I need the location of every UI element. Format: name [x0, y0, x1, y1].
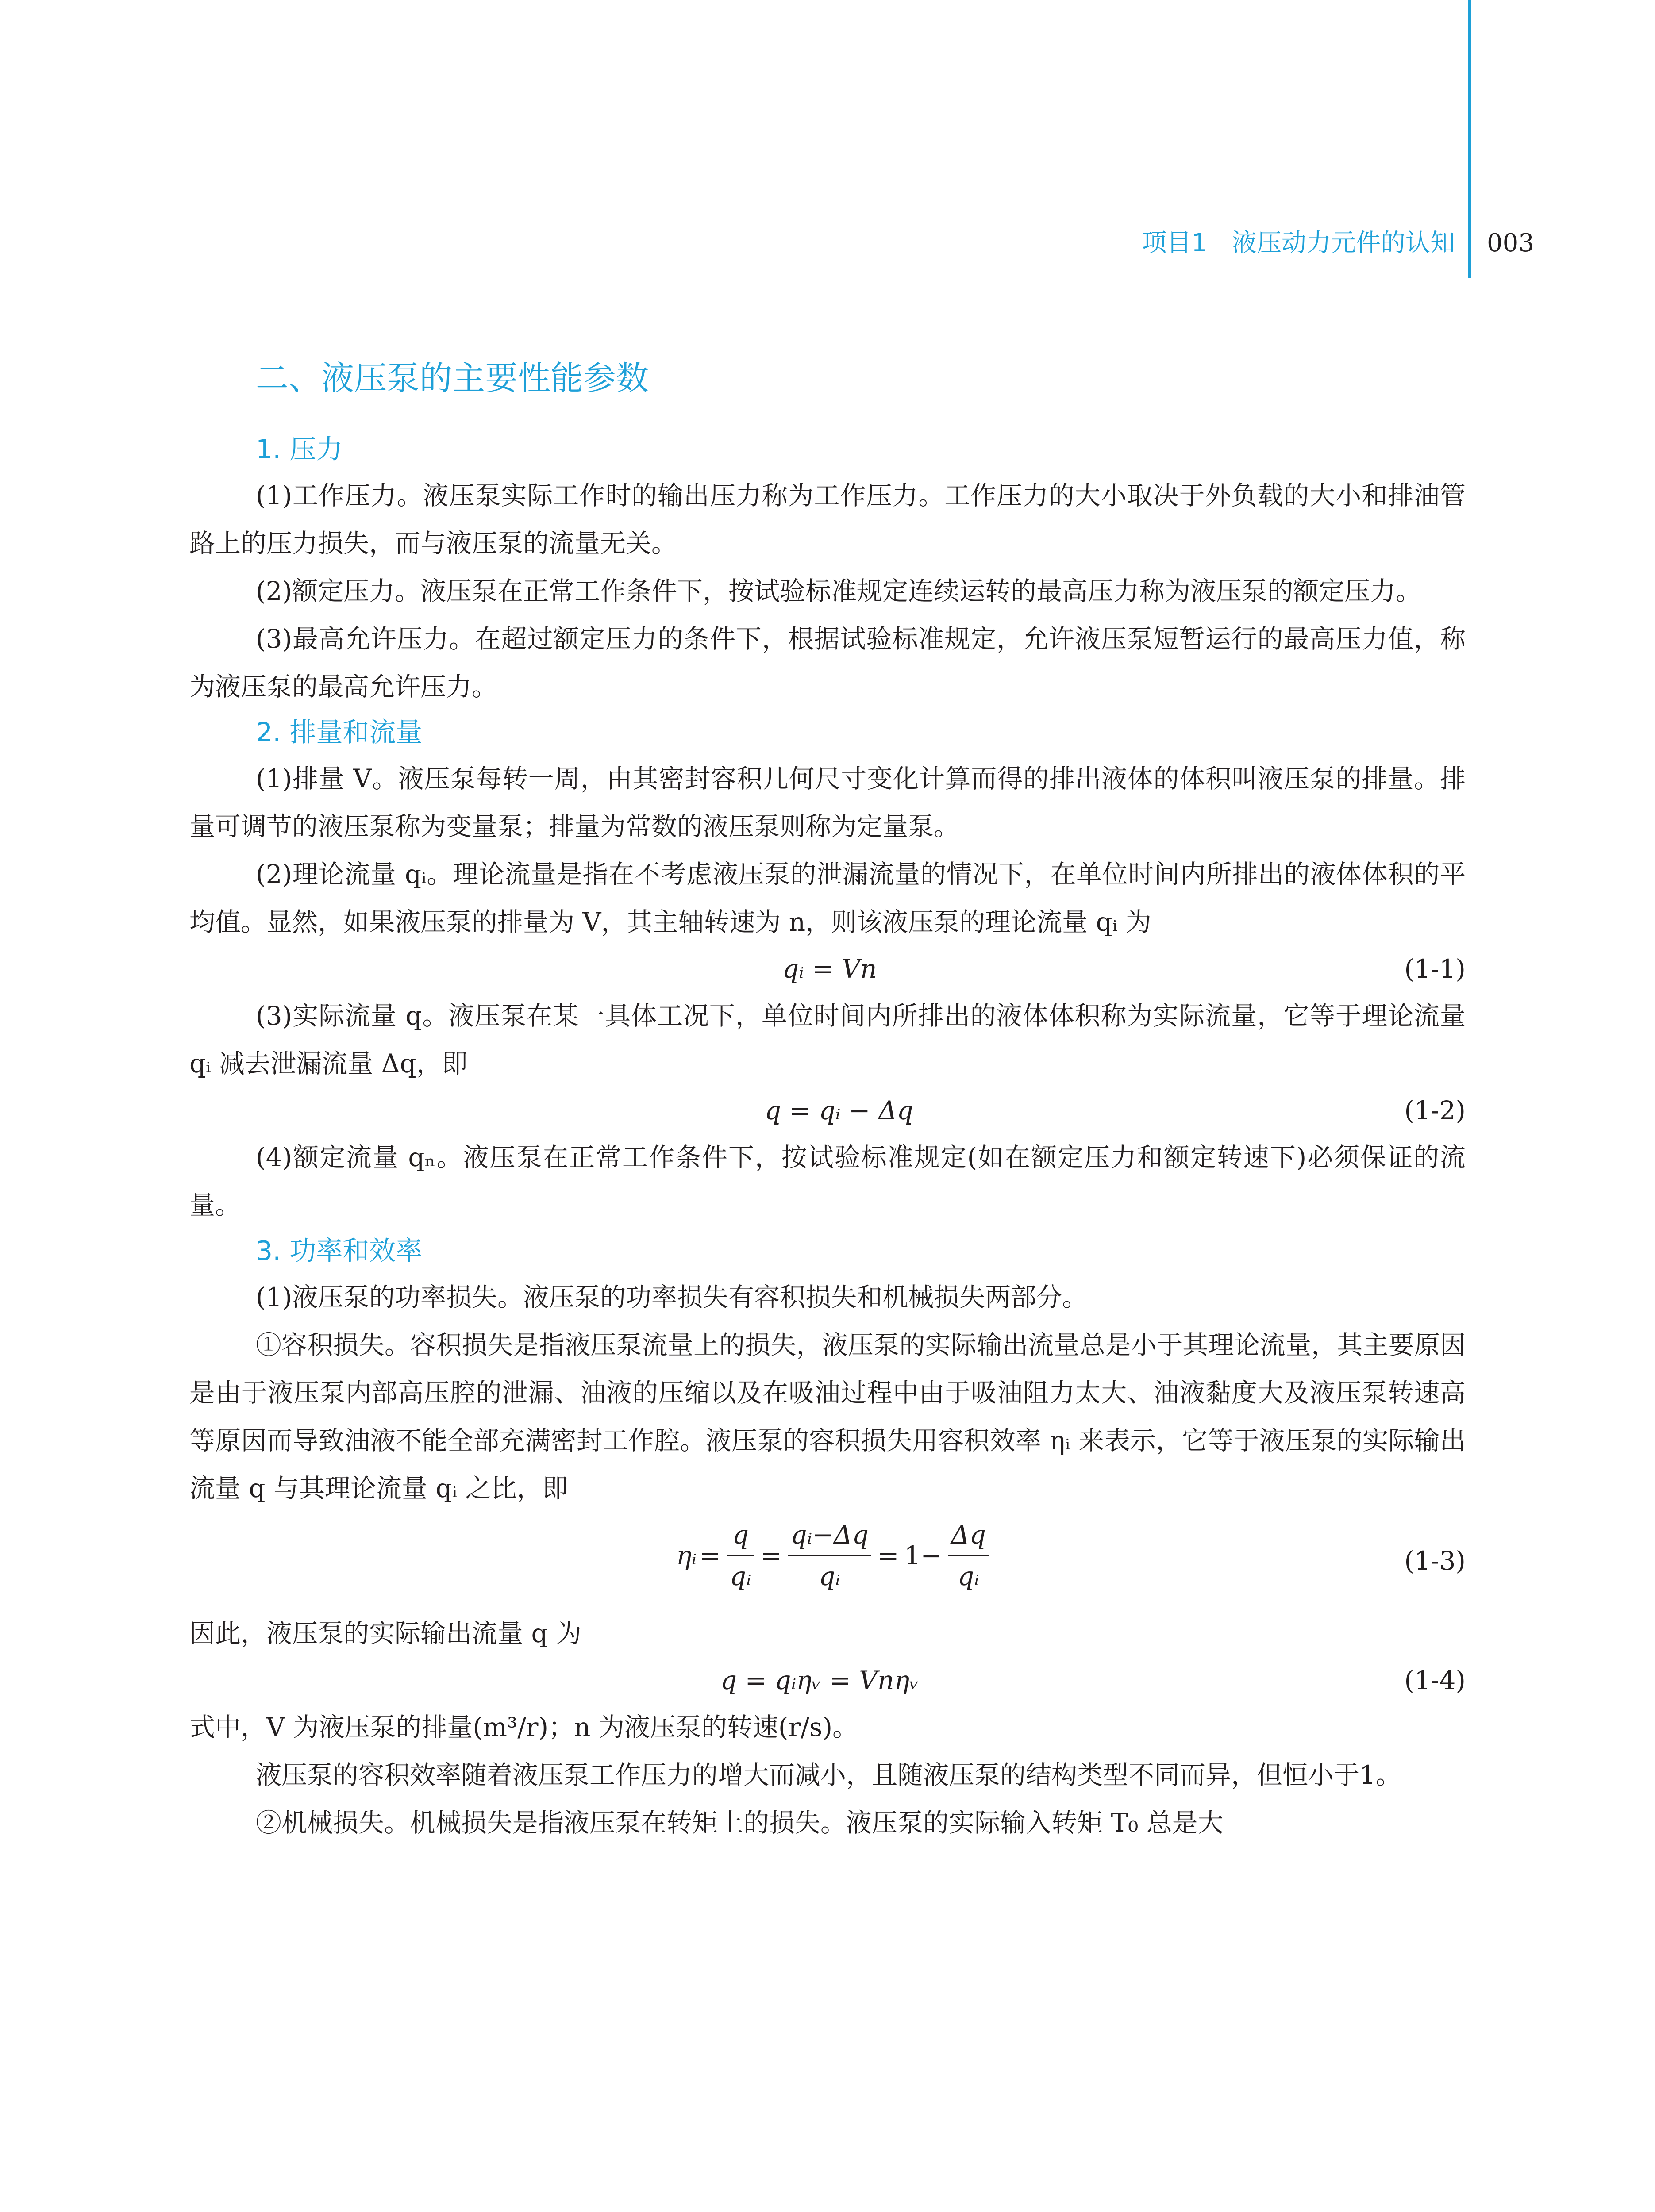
paragraph: (2)理论流量 qᵢ。理论流量是指在不考虑液压泵的泄漏流量的情况下，在单位时间内所排出的液体体积的平均值。显然，如果液压泵的排量为 V，其主轴转速为 n，则该液压泵的理论流量 qᵢ 为: [189, 859, 1466, 937]
denominator: qᵢ: [958, 1561, 979, 1591]
equation-number: (1-2): [1404, 1095, 1466, 1125]
paragraph: 液压泵的容积效率随着液压泵工作压力的增大而减小，且随液压泵的结构类型不同而异，但恒小于1。: [256, 1760, 1401, 1790]
section-heading: 二、液压泵的主要性能参数: [256, 359, 649, 397]
equation-formula: q = qᵢ − Δq: [765, 1095, 913, 1125]
equation-1-3: [189, 1512, 1466, 1609]
running-header-title: 项目1 液压动力元件的认知: [1142, 229, 1455, 257]
paragraph: ①容积损失。容积损失是指液压泵流量上的损失，液压泵的实际输出流量总是小于其理论流量，其主要原因是由于液压泵内部高压腔的泄漏、油液的压缩以及在吸油过程中由于吸油阻力太大、油液黏度大及液压泵转速高等原因而导致油液不能全部充满密封工作腔。液压泵的容积损失用容积效率 ηᵢ 来表示，它等于液压泵的实际输出流量 q 与其理论流量 qᵢ 之比，即: [189, 1330, 1466, 1503]
paragraph: (1)排量 V。液压泵每转一周，由其密封容积几何尺寸变化计算而得的排出液体的体积叫液压泵的排量。排量可调节的液压泵称为变量泵；排量为常数的液压泵则称为定量泵。: [189, 764, 1466, 841]
one-minus: 1−: [904, 1540, 942, 1571]
fraction: [727, 1515, 754, 1596]
paragraph: (1)液压泵的功率损失。液压泵的功率损失有容积损失和机械损失两部分。: [256, 1282, 1088, 1312]
equation-number: (1-4): [1404, 1665, 1466, 1695]
paragraph: 式中，V 为液压泵的排量(m³/r)；n 为液压泵的转速(r/s)。: [189, 1712, 858, 1742]
paragraph: (2)额定压力。液压泵在正常工作条件下，按试验标准规定连续运转的最高压力称为液压泵的额定压力。: [256, 576, 1422, 606]
denominator: qᵢ: [819, 1561, 841, 1591]
subsection-heading-displacement-flow: 2. 排量和流量: [256, 717, 423, 748]
eq-sign: =: [699, 1540, 721, 1571]
page-number: 003: [1487, 229, 1534, 257]
equation-1-4: [189, 1657, 1466, 1703]
header-accent-line: [1468, 0, 1471, 278]
subsection-heading-pressure: 1. 压力: [256, 434, 343, 465]
paragraph: (3)实际流量 q。液压泵在某一具体工况下，单位时间内所排出的液体体积称为实际流量，它等于理论流量 qᵢ 减去泄漏流量 Δq，即: [189, 1001, 1466, 1079]
paragraph: (4)额定流量 qₙ。液压泵在正常工作条件下，按试验标准规定(如在额定压力和额定转速下)必须保证的流量。: [189, 1142, 1466, 1220]
numerator: qᵢ−Δq: [790, 1520, 869, 1550]
equation-1-1: [189, 946, 1466, 992]
numerator: Δq: [951, 1520, 986, 1550]
page-body: [189, 354, 1466, 1847]
eq-sign: =: [760, 1540, 782, 1571]
equation-formula: q = qᵢηᵥ = Vnηᵥ: [720, 1665, 919, 1695]
eq-sign: =: [877, 1540, 899, 1571]
denominator: qᵢ: [730, 1561, 751, 1591]
paragraph: (3)最高允许压力。在超过额定压力的条件下，根据试验标准规定，允许液压泵短暂运行的最高压力值，称为液压泵的最高允许压力。: [189, 624, 1466, 702]
fraction: [948, 1515, 989, 1596]
numerator: q: [732, 1520, 749, 1550]
equation-number: (1-3): [1404, 1546, 1466, 1576]
paragraph: ②机械损失。机械损失是指液压泵在转矩上的损失。液压泵的实际输入转矩 T₀ 总是大: [256, 1808, 1224, 1838]
paragraph: (1)工作压力。液压泵实际工作时的输出压力称为工作压力。工作压力的大小取决于外负载的大小和排油管路上的压力损失，而与液压泵的流量无关。: [189, 480, 1466, 558]
subsection-heading-power-efficiency: 3. 功率和效率: [256, 1236, 423, 1267]
fraction: [788, 1515, 871, 1596]
fraction-formula: [676, 1515, 992, 1596]
equation-1-2: [189, 1087, 1466, 1133]
paragraph: 因此，液压泵的实际输出流量 q 为: [189, 1618, 582, 1648]
eq-lhs: ηᵢ: [676, 1540, 697, 1571]
equation-number: (1-1): [1404, 954, 1466, 984]
equation-formula: qᵢ = Vn: [782, 954, 877, 984]
